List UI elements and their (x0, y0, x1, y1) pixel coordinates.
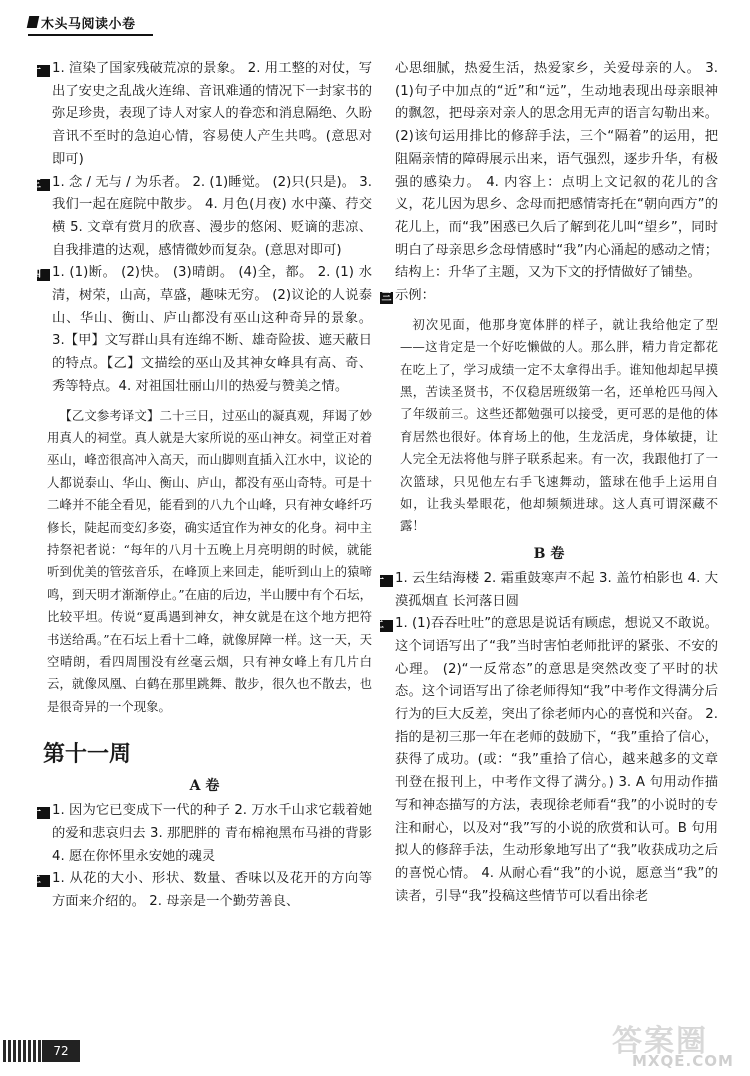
answer-continuation: 心思细腻，热爱生活，热爱家乡，关爱母亲的人。 3. (1)句子中加点的“近”和“远”，生动地表现出母亲眼神的飘忽，把母亲对亲人的思念用无声的语言勾勒出来。 (2)该句运用排比的修辞手法，三个“隔着”的运用，把阻隔亲情的障碍展示出来，语气强烈，逐步升华，有极强的感染力。 4. 内容上：点明上文记叙的花儿的含义，花儿因为思乡、念母而把感情寄托在“朝向西方”的花儿上，而“我”困惑已久后了解到花儿叫“望乡”，同时明白了母亲思乡念母情感时“我”内心涌起的感动之情；结构上：升华了主题，又为下文的抒情做好了铺垫。 (395, 61, 718, 281)
left-column (31, 58, 372, 914)
example-block (380, 285, 718, 308)
example-label: 示例： (395, 288, 435, 304)
header-rule (28, 34, 153, 36)
volume-a-heading: A 卷 (189, 778, 220, 795)
answer-block-b1: 一 1. 云生结海楼 2. 霜重鼓寒声不起 3. 盖竹柏影也 4. 大漠孤烟直 长河落日圆 (374, 570, 718, 609)
watermark-logo: 答案圈 (612, 1024, 708, 1059)
page-number: 72 (42, 1040, 80, 1062)
answer-block-b2: 二 1. (1)吞吞吐吐”的意思是说话有顾虑，想说又不敢说。这个词语写出了“我”当时害怕老师批评的紧张、不安的心理。 (2)“一反常态”的意思是突然改变了平时的状态。这个词语写出了徐老师得知“我”中考作文得满分后行为的巨大反差，突出了徐老师内心的喜悦和兴奋。 2. 指的是初三那一年在老师的鼓励下，“我”重拾了信心，获得了成功。(或：“我”重拾了信心，越来越多的文章刊登在报刊上，中考作文得了满分。) 3. A 句用动作描写和神态描写的方法，表现徐老师看“我”的小说时的专注和耐心，以及对“我”写的小说的欣赏和认可。B 句用拟人的修辞手法，生动形象地写出了“我”收获成功之后的喜悦心情。 4. 从耐心看“我”的小说，愿意当“我”的读者，引导“我”投稿这些情节可以看出徐老 (374, 616, 718, 904)
week-heading: 第十一周 (43, 742, 132, 768)
section-marker: 四 (37, 269, 50, 281)
section-marker: 三 (37, 179, 50, 191)
translation-text: 【乙文参考译文】二十三日，过巫山的凝真观，拜谒了妙用真人的祠堂。真人就是大家所说的巫山神女。祠堂正对着巫山，峰峦很高冲入高天，而山脚则直插入江水中，议论的人都说泰山、华山、衡山、庐山，都没有巫山奇特。可是十二峰并不能全看见，能看到的八九个山峰，只有神女峰纤巧修长，陡起而变幻多姿，确实适宜作为神女的化身。祠中主持祭祀者说：“每年的八月十五晚上月亮明朗的时候，就能听到优美的管弦音乐，在峰顶上来回走，能听到山上的猿啼鸣，到天明才渐渐停止。”在庙的后边，半山腰中有个石坛，比较平坦。传说“夏禹遇到神女，神女就是在这个地方把符书送给禹。”在石坛上看十二峰，就像屏障一样。这一天，天空晴朗，看四周围没有丝毫云烟，只有神女峰上有几片白云，就像凤凰、白鹤在那里跳舞、散步，很久也不散去，也是很奇异的一个现象。 (47, 407, 372, 714)
example-text: 初次见面，他那身宽体胖的样子，就让我给他定了型——这肯定是一个好吃懒做的人。那么胖，精力肯定都花在吃上了，学习成绩一定不太拿得出手。谁知他却起早摸黑，苦读圣贤书，不仅稳居班级第一名，还单枪匹马闯入了年级前三。这些还都勉强可以接受，更可恶的是他的体育居然也很好。体育场上的他，生龙活虎，身体敏捷，让人完全无法将他与胖子联系起来。有一次，我跟他打了一次篮球，只见他左右手飞速舞动，篮球在他手上运用自如，让我头晕眼花，他却频频进球。这人真可谓深藏不露！ (400, 316, 718, 534)
answer-block-1: 一 1. 渲染了国家残破荒凉的景象。 2. 用工整的对仗，写出了安史之乱战火连绵、音讯难通的情况下一封家书的弥足珍贵，表现了诗人对家人的眷恋和消息隔绝、久盼音讯不至时的急迫心情，容易使人产生共鸣。(意思对即可) (31, 61, 372, 167)
book-title: 木头马阅读小卷 (41, 16, 136, 32)
answer-block-a2: 二 1. 从花的大小、形状、数量、香味以及花开的方向等方面来介绍的。 2. 母亲是一个勤劳善良、 (31, 871, 372, 910)
footer-dots (3, 1040, 41, 1062)
book-header (28, 12, 136, 32)
section-marker: 一 (380, 575, 393, 587)
section-marker: 二 (37, 875, 50, 887)
answer-block-2: 三 1. 念 / 无与 / 为乐者。 2. (1)睡觉。 (2)只(只是)。 3. 我们一起在庭院中散步。 4. 月色(月夜) 水中藻、荇交横 5. 文章有赏月的欣喜、漫步的悠闲、贬谪的悲凉、自我排遣的达观，感情微妙而复杂。(意思对即可) (31, 174, 372, 258)
answer-block-3: 四 1. (1)断。 (2)快。 (3)晴朗。 (4)全，都。 2. (1) 水清，树荣，山高，草盛，趣味无穷。 (2)议论的人说泰山、华山、衡山、庐山都没有巫山这种奇异的景象。 3.【甲】文写群山具有连绵不断、雄奇险拔、遮天蔽日的特点。【乙】文描绘的巫山及其神女峰具有高、奇、秀等特点。4. 对祖国壮丽山川的热爱与赞美之情。 (31, 265, 372, 394)
right-column (374, 58, 718, 908)
book-logo-icon (27, 16, 40, 28)
section-marker: 三 (381, 292, 392, 304)
section-marker: 一 (37, 65, 50, 77)
section-marker: 一 (37, 807, 50, 819)
volume-b-heading: B 卷 (533, 545, 565, 562)
watermark-url: MXQE.COM (632, 1052, 734, 1070)
section-marker: 二 (380, 620, 393, 632)
answer-block-a1: 一 1. 因为它已变成下一代的种子 2. 万水千山求它载着她的爱和悲哀归去 3. 那肥胖的 青布棉袍黑布马褂的背影 4. 愿在你怀里永安她的魂灵 (31, 803, 372, 864)
